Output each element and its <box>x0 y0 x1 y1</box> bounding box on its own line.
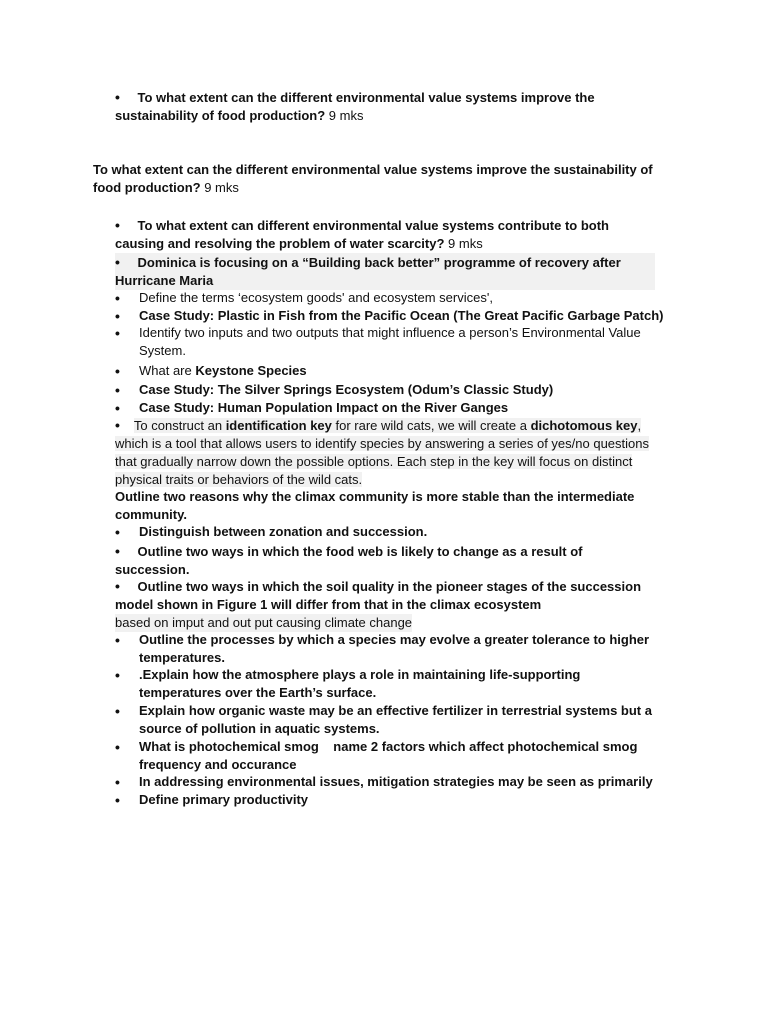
list-item <box>115 577 645 632</box>
list-item <box>115 488 675 524</box>
question-text: Outline two ways in which the soil quality in the pioneer stages of the succession model shown in Figure 1 will differ from that in the climax ecosystem <box>115 579 642 612</box>
bullet: • <box>115 739 120 755</box>
question-note: based on imput and out put causing climate change <box>115 615 413 630</box>
list-item <box>115 666 615 702</box>
text-part: To construct an <box>133 418 226 433</box>
question-text: Identify two inputs and two outputs that might influence a person’s Environmental Value System. <box>139 325 641 358</box>
list-item <box>115 773 675 791</box>
bullet: • <box>115 632 120 648</box>
list-item <box>115 216 655 253</box>
list-item <box>115 289 675 307</box>
bullet: • <box>115 217 120 233</box>
list-item <box>115 738 675 774</box>
marks-label: 9 mks <box>325 108 364 123</box>
list-item <box>115 523 675 541</box>
bullet: • <box>115 703 120 719</box>
question-text: Case Study: Plastic in Fish from the Pacific Ocean (The Great Pacific Garbage Patch) <box>139 308 664 323</box>
bullet: • <box>115 382 120 398</box>
bullet: • <box>115 325 120 341</box>
question-prefix: What are <box>139 363 196 378</box>
list-item <box>115 416 665 489</box>
bullet: • <box>115 524 120 540</box>
bullet: • <box>115 774 120 790</box>
list-item <box>115 631 675 667</box>
question-text: Case Study: Human Population Impact on the River Ganges <box>139 400 509 415</box>
bullet: • <box>115 578 120 594</box>
list-item <box>115 362 675 380</box>
question-text: To what extent can the different environmental value systems improve the sustainability of food production? <box>93 162 653 195</box>
question-text: In addressing environmental issues, mitigation strategies may be seen as primarily <box>139 774 653 789</box>
list-item <box>93 161 673 197</box>
question-text: To what extent can the different environmental value systems improve the sustainability of food production? <box>115 90 595 123</box>
list-item <box>115 702 675 738</box>
question-text: Dominica is focusing on a “Building back better” programme of recovery after Hurricane Maria <box>115 255 621 288</box>
question-text: Outline two reasons why the climax community is more stable than the intermediate community. <box>115 489 635 522</box>
question-text: Outline the processes by which a species may evolve a greater tolerance to higher temperatures. <box>139 632 650 665</box>
bullet: • <box>115 290 120 306</box>
bullet: • <box>115 417 120 433</box>
list-item <box>115 307 675 325</box>
term-dichotomous-key: dichotomous key <box>530 418 638 433</box>
list-item <box>115 88 655 125</box>
bullet: • <box>115 363 120 379</box>
question-text: To what extent can different environmental value systems contribute to both causing and resolving the problem of water scarcity? <box>115 218 609 251</box>
question-text: Outline two ways in which the food web is likely to change as a result of succession. <box>115 544 583 577</box>
question-text: Case Study: The Silver Springs Ecosystem (Odum’s Classic Study) <box>139 382 554 397</box>
question-text: Define the terms ‘ecosystem goods' and ecosystem services', <box>139 290 493 305</box>
question-text: Keystone Species <box>195 363 307 378</box>
list-item <box>115 542 625 579</box>
list-item <box>115 791 675 809</box>
marks-label: 9 mks <box>444 236 483 251</box>
bullet: • <box>115 667 120 683</box>
question-text: What is photochemical smog name 2 factors which affect photochemical smog frequency and occurance <box>139 739 642 772</box>
list-item <box>115 253 655 290</box>
text-part: for rare wild cats, we will create a <box>331 418 531 433</box>
bullet: • <box>115 792 120 808</box>
bullet: • <box>115 254 120 270</box>
question-text: .Explain how the atmosphere plays a role in maintaining life-supporting temperatures over the Earth’s surface. <box>139 667 581 700</box>
bullet: • <box>115 308 120 324</box>
term-identification-key: identification key <box>225 418 332 433</box>
question-text: Define primary productivity <box>139 792 309 807</box>
question-text: Explain how organic waste may be an effective fertilizer in terrestrial systems but a source of pollution in aquatic systems. <box>139 703 652 736</box>
bullet: • <box>115 543 120 559</box>
bullet: • <box>115 89 120 105</box>
list-item <box>115 399 675 417</box>
marks-label: 9 mks <box>200 180 239 195</box>
question-text: Distinguish between zonation and succession. <box>139 524 428 539</box>
bullet: • <box>115 400 120 416</box>
list-item <box>115 324 675 360</box>
list-item <box>115 381 675 399</box>
text-part: , which is a tool that allows users to identify species by answering a series of yes/no questions that gradually narrow down the possible options. Each step in the key will focus on distinct physical traits or behaviors of the wild cats. <box>115 418 649 487</box>
